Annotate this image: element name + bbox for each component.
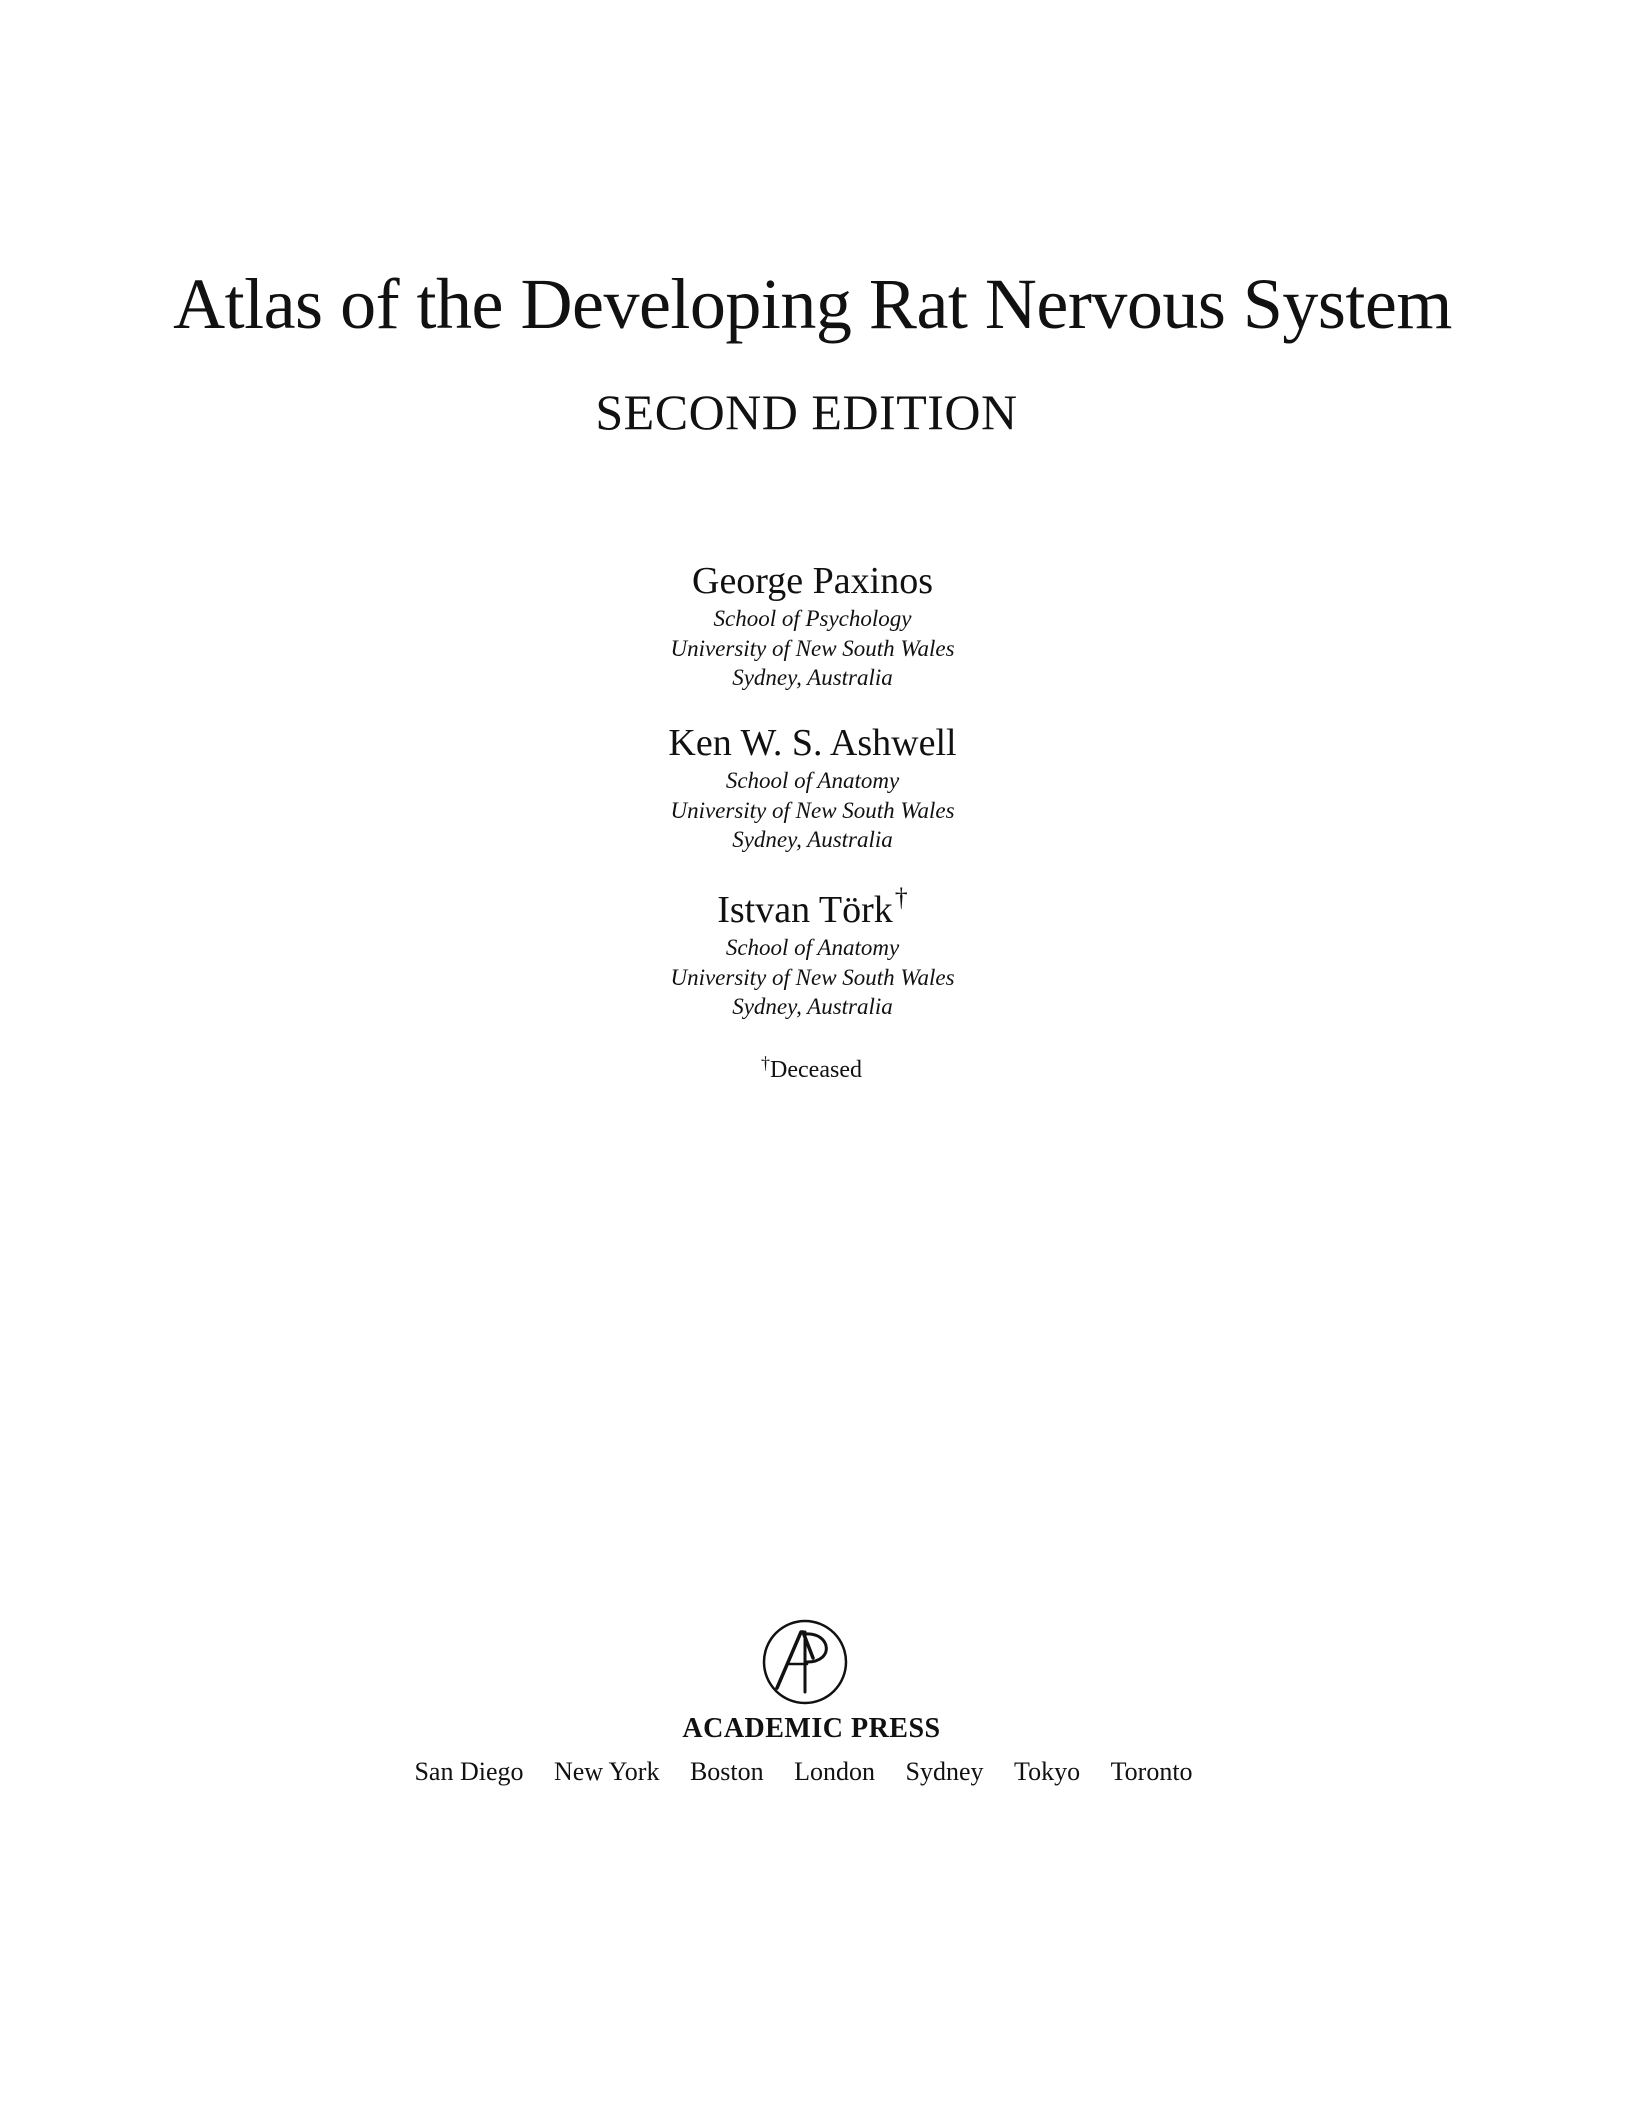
author-name: Ken W. S. Ashwell — [668, 722, 957, 764]
deceased-label: Deceased — [770, 1057, 862, 1083]
author-department: School of Anatomy — [725, 768, 900, 793]
city: Sydney — [905, 1757, 984, 1786]
edition-label: SECOND EDITION — [595, 384, 1018, 440]
author-university: University of New South Wales — [670, 964, 955, 990]
city: Toronto — [1110, 1757, 1193, 1786]
city: London — [794, 1757, 876, 1786]
book-title: Atlas of the Developing Rat Nervous System — [173, 264, 1452, 344]
academic-press-logo-icon — [761, 1618, 849, 1706]
author-location: Sydney, Australia — [732, 994, 893, 1019]
author-entry — [0, 558, 1638, 693]
publisher-cities — [0, 1756, 1629, 1788]
city: Boston — [689, 1757, 764, 1786]
author-location: Sydney, Australia — [732, 827, 893, 852]
author-university: University of New South Wales — [670, 797, 955, 823]
city: New York — [553, 1757, 660, 1786]
author-department: School of Psychology — [713, 606, 912, 631]
author-entry — [0, 720, 1638, 855]
author-location: Sydney, Australia — [732, 665, 893, 690]
author-name-line — [0, 875, 1638, 933]
dagger-mark: † — [761, 1053, 771, 1073]
city: Tokyo — [1014, 1757, 1081, 1786]
publisher-name: ACADEMIC PRESS — [682, 1713, 941, 1744]
city: San Diego — [414, 1757, 524, 1786]
author-name: Istvan Törk — [717, 889, 893, 931]
author-name: George Paxinos — [692, 560, 933, 602]
author-department: School of Anatomy — [725, 935, 900, 960]
deceased-note — [0, 1048, 1637, 1085]
author-university: University of New South Wales — [670, 635, 955, 661]
dagger-mark: † — [894, 883, 908, 912]
author-entry — [0, 875, 1638, 1022]
